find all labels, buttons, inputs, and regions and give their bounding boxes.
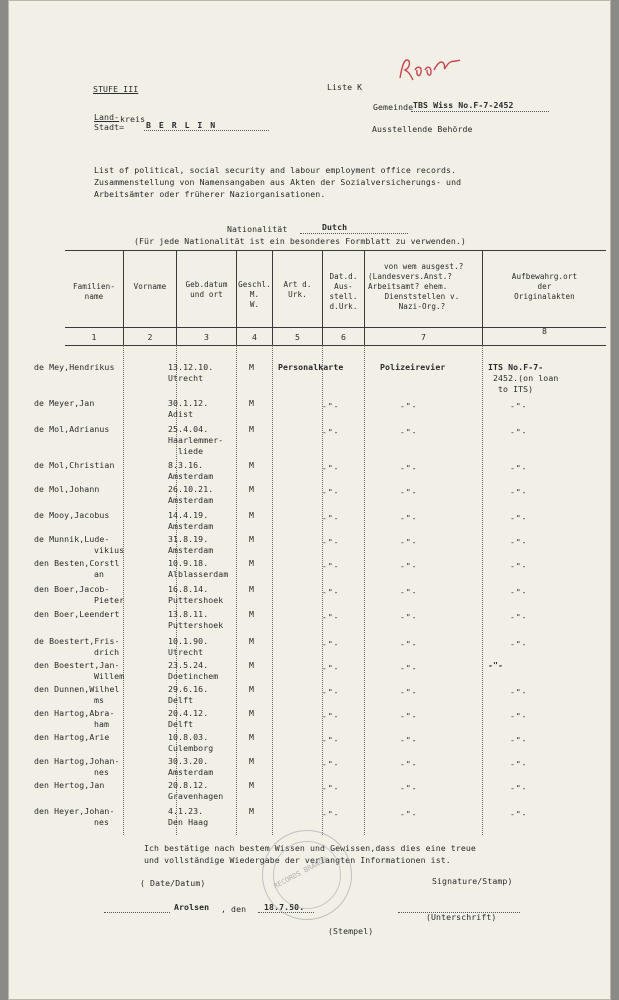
cell-birthplace: Amsterdam — [168, 495, 214, 505]
cell-art-ditto: -"- — [322, 402, 340, 411]
cell-name: den Hertog,Jan — [34, 780, 105, 790]
cell-ort-cont: 2452.(on loan — [493, 373, 559, 383]
cell-art-ditto: -"- — [322, 613, 340, 622]
place-value: Arolsen — [174, 902, 210, 912]
cell-birthdate: 10.9.18. — [168, 558, 209, 568]
cell-art-ditto: -"- — [322, 562, 340, 571]
cell-von-ditto: -"- — [400, 760, 418, 769]
cell-ort-ditto: -"- — [510, 538, 528, 547]
cell-name: de Meyer,Jan — [34, 398, 95, 408]
cell-von-ditto: -"- — [400, 712, 418, 721]
cell-birthdate: 13.8.11. — [168, 609, 209, 619]
cell-von-ditto: -"- — [400, 664, 418, 673]
cell-name: den Besten,Corstl — [34, 558, 120, 568]
cell-name-cont: drich — [94, 647, 120, 657]
cell-art-ditto: -"- — [322, 464, 340, 473]
cell-ort-ditto: -"- — [510, 810, 528, 819]
cell-ort-ditto: -"- — [510, 640, 528, 649]
nationality-label: Nationalität — [227, 224, 288, 234]
intro-line-1: List of political, social security and labour employment office records. — [94, 165, 457, 175]
liste-label: Liste K — [327, 82, 363, 92]
cell-birthplace: Amsterdam — [168, 521, 214, 531]
header-aufbewahrungsort: Aufbewahrg.ort der Originalakten — [511, 272, 578, 301]
stempel-label: (Stempel) — [328, 926, 374, 936]
cell-von-ditto: -"- — [400, 784, 418, 793]
cell-sex: M — [249, 398, 255, 408]
cell-sex: M — [249, 780, 255, 790]
cell-name-cont: nes — [94, 817, 110, 827]
cell-sex: M — [249, 806, 255, 816]
cell-von-ditto: -"- — [400, 464, 418, 473]
cell-sex: M — [249, 636, 255, 646]
cell-name-cont: ham — [94, 719, 110, 729]
cell-art-ditto: -"- — [322, 514, 340, 523]
cell-sex: M — [249, 424, 255, 434]
cell-birthdate: 31.8.19. — [168, 534, 209, 544]
cell-art: Personalkarte — [278, 362, 344, 372]
col-number-7: 7 — [420, 332, 427, 342]
cell-birthdate: 8.3.16. — [168, 460, 204, 470]
cell-birthplace: Culemborg — [168, 743, 214, 753]
cell-von-ditto: -"- — [400, 688, 418, 697]
cell-birthplace: Utrecht — [168, 647, 204, 657]
cell-name-cont: ms — [94, 695, 105, 705]
certification-line-1: Ich bestätige nach bestem Wissen und Gewissen,dass dies eine treue — [144, 843, 476, 853]
cell-name: de Boestert,Fris- — [34, 636, 120, 646]
unterschrift-label: (Unterschrift) — [426, 912, 497, 922]
cell-birthdate: 26.10.21. — [168, 484, 214, 494]
cell-birthdate: 10.8.03. — [168, 732, 209, 742]
document-page — [8, 0, 611, 1000]
cell-ort-ditto: -"- — [510, 613, 528, 622]
cell-von-ditto: -"- — [400, 514, 418, 523]
cell-sex: M — [249, 684, 255, 694]
cell-sex: M — [249, 558, 255, 568]
cell-sex: M — [249, 484, 255, 494]
cell-sex: M — [249, 609, 255, 619]
cell-birthdate: 16.8.14. — [168, 584, 209, 594]
cell-sex: M — [249, 660, 255, 670]
cell-von-ditto: -"- — [400, 736, 418, 745]
cell-birthdate: 10.1.90. — [168, 636, 209, 646]
cell-name-cont: vikius — [94, 545, 125, 555]
cell-birthplace: Delft — [168, 719, 194, 729]
cell-birthplace: Adist — [168, 409, 194, 419]
col-number-6: 6 — [340, 332, 347, 342]
cell-name: den Hartog,Johan- — [34, 756, 120, 766]
cell-birthdate: 30.1.12. — [168, 398, 209, 408]
cell-name: den Heyer,Johan- — [34, 806, 115, 816]
cell-ort-ditto: -"- — [510, 402, 528, 411]
cell-birthdate: 13.12.10. — [168, 362, 214, 372]
cell-name: den Boer,Jacob- — [34, 584, 110, 594]
cell-art-ditto: -"- — [322, 588, 340, 597]
cell-ort-cont2: to ITS) — [498, 384, 534, 394]
cell-birthdate: 23.5.24. — [168, 660, 209, 670]
cell-ort-ditto: -"- — [510, 488, 528, 497]
behoerde-label: Ausstellende Behörde — [372, 124, 473, 134]
kreis-value: B E R L I N — [146, 120, 217, 130]
cell-name-cont: Pieter — [94, 595, 125, 605]
header-von-wem: von wem ausgest.? (Landesvers.Anst.? Arbeitsamt? ehem. Dienststellen v. Nazi-Org.? — [368, 262, 464, 311]
cell-birthplace: Amsterdam — [168, 767, 214, 777]
cell-name-cont: Willem — [94, 671, 125, 681]
header-geburtsdatum: Geb.datum und ort — [185, 280, 228, 299]
cell-birthplace: Puttershoek — [168, 595, 224, 605]
cell-birthplace: Delft — [168, 695, 194, 705]
cell-birthdate: 30.3.20. — [168, 756, 209, 766]
cell-birthdate: 20.8.12. — [168, 780, 209, 790]
cell-art-ditto: -"- — [322, 784, 340, 793]
header-geschlecht: Geschl. M. W. — [238, 280, 271, 309]
nationality-note: (Für jede Nationalität ist ein besonderes Formblatt zu verwenden.) — [134, 236, 466, 246]
cell-ort-ditto: -"- — [510, 588, 528, 597]
cell-birthplace: Amsterdam — [168, 545, 214, 555]
cell-birthplace-cont: liede — [178, 446, 204, 456]
cell-ort-ditto: -"- — [510, 712, 528, 721]
nationality-value: Dutch — [322, 222, 348, 232]
cell-sex: M — [249, 756, 255, 766]
cell-name-cont: an — [94, 569, 105, 579]
col-number-2: 2 — [147, 332, 153, 342]
cell-art-ditto: -"- — [322, 688, 340, 697]
cell-name: de Mol,Adrianus — [34, 424, 110, 434]
cell-art-ditto: -"- — [322, 664, 340, 673]
intro-line-3: Arbeitsämter oder früherer Naziorganisationen. — [94, 189, 326, 199]
col-number-8: 8 — [541, 326, 548, 336]
cell-ort-ditto: -"- — [510, 464, 528, 473]
cell-sex: M — [249, 708, 255, 718]
cell-art-ditto: -"- — [322, 640, 340, 649]
cell-name: de Mey,Hendrikus — [34, 362, 115, 372]
cell-ort-ditto: -"- — [510, 688, 528, 697]
cell-ort-ditto: -"- — [510, 760, 528, 769]
cell-von-ditto: -"- — [400, 640, 418, 649]
cell-von-ditto: -"- — [400, 428, 418, 437]
cell-von-ditto: -"- — [400, 488, 418, 497]
certification-line-2: und vollständige Wiedergabe der verlangten Informationen ist. — [144, 855, 451, 865]
den-label: , den — [221, 904, 247, 914]
gemeinde-value: TBS Wiss No.F-7-2452 — [413, 100, 514, 110]
cell-von-ditto: -"- — [400, 810, 418, 819]
cell-name: de Mol,Johann — [34, 484, 100, 494]
cell-birthplace: Haarlemmer- — [168, 435, 224, 445]
cell-birthdate: 29.6.16. — [168, 684, 209, 694]
header-familienname: Familien- name — [72, 282, 116, 301]
stufe-label: STUFE III — [93, 84, 139, 94]
cell-birthplace: Utrecht — [168, 373, 204, 383]
cell-birthplace: Alblasserdam — [168, 569, 229, 579]
cell-name: den Dunnen,Wilhel — [34, 684, 120, 694]
cell-name: den Hartog,Abra- — [34, 708, 115, 718]
cell-sex: M — [249, 584, 255, 594]
date-label: ( Date/Datum) — [140, 878, 206, 888]
land-label: Land- — [94, 112, 120, 122]
cell-art-ditto: -"- — [322, 736, 340, 745]
cell-ort: ITS No.F-7- — [488, 362, 544, 372]
cell-birthplace: Den Haag — [168, 817, 209, 827]
cell-sex: M — [249, 534, 255, 544]
cell-sex: M — [249, 732, 255, 742]
cell-art-ditto: -"- — [322, 810, 340, 819]
cell-ort-ditto: -"- — [510, 736, 528, 745]
cell-ort-ditto: -"- — [510, 784, 528, 793]
red-initials — [398, 56, 468, 88]
cell-sex: M — [249, 510, 255, 520]
cell-von-ditto: -"- — [400, 588, 418, 597]
cell-sex: M — [249, 460, 255, 470]
kreis-label: kreis — [120, 114, 146, 124]
col-number-1: 1 — [91, 332, 97, 342]
cell-birthdate: 25.4.04. — [168, 424, 209, 434]
cell-birthdate: 14.4.19. — [168, 510, 209, 520]
cell-ort: -"- — [488, 660, 504, 670]
col-number-5: 5 — [294, 332, 301, 342]
cell-von-ditto: -"- — [400, 402, 418, 411]
cell-birthplace: Gravenhagen — [168, 791, 224, 801]
cell-art-ditto: -"- — [322, 428, 340, 437]
cell-von-ditto: -"- — [400, 562, 418, 571]
cell-sex: M — [249, 362, 255, 372]
intro-line-2: Zusammenstellung von Namensangaben aus Akten der Sozialversicherungs- und — [94, 177, 462, 187]
cell-name: de Mooy,Jacobus — [34, 510, 110, 520]
cell-ort-ditto: -"- — [510, 562, 528, 571]
cell-ort-ditto: -"- — [510, 514, 528, 523]
cell-birthplace: Doetinchem — [168, 671, 219, 681]
signature-label: Signature/Stamp) — [432, 876, 513, 886]
cell-birthplace: Amsterdam — [168, 471, 214, 481]
cell-birthplace: Puttershoek — [168, 620, 224, 630]
date-value: 18.7.50. — [264, 902, 305, 912]
col-number-3: 3 — [203, 332, 210, 342]
cell-name-cont: nes — [94, 767, 110, 777]
header-art: Art d. Urk. — [283, 280, 312, 299]
cell-name: de Mol,Christian — [34, 460, 115, 470]
cell-art-ditto: -"- — [322, 538, 340, 547]
col-number-4: 4 — [251, 332, 258, 342]
cell-von-ditto: -"- — [400, 538, 418, 547]
cell-von-ditto: -"- — [400, 613, 418, 622]
stadt-label: Stadt= — [94, 122, 125, 132]
cell-name: den Boestert,Jan- — [34, 660, 120, 670]
gemeinde-label: Gemeinde — [373, 102, 414, 112]
cell-art-ditto: -"- — [322, 488, 340, 497]
records-branch-stamp: RECORDS BRANCH — [262, 830, 352, 920]
cell-name: de Munnik,Lude- — [34, 534, 110, 544]
header-datum: Dat.d. Aus- stell. d.Urk. — [329, 272, 358, 311]
header-vorname: Vorname — [133, 282, 167, 291]
cell-art-ditto: -"- — [322, 712, 340, 721]
cell-ort-ditto: -"- — [510, 428, 528, 437]
cell-name: den Boer,Leendert — [34, 609, 120, 619]
cell-birthdate: 20.4.12. — [168, 708, 209, 718]
cell-birthdate: 4.1.23. — [168, 806, 204, 816]
cell-art-ditto: -"- — [322, 760, 340, 769]
cell-name: den Hartog,Arie — [34, 732, 110, 742]
cell-von: Polizeirevier — [380, 362, 446, 372]
